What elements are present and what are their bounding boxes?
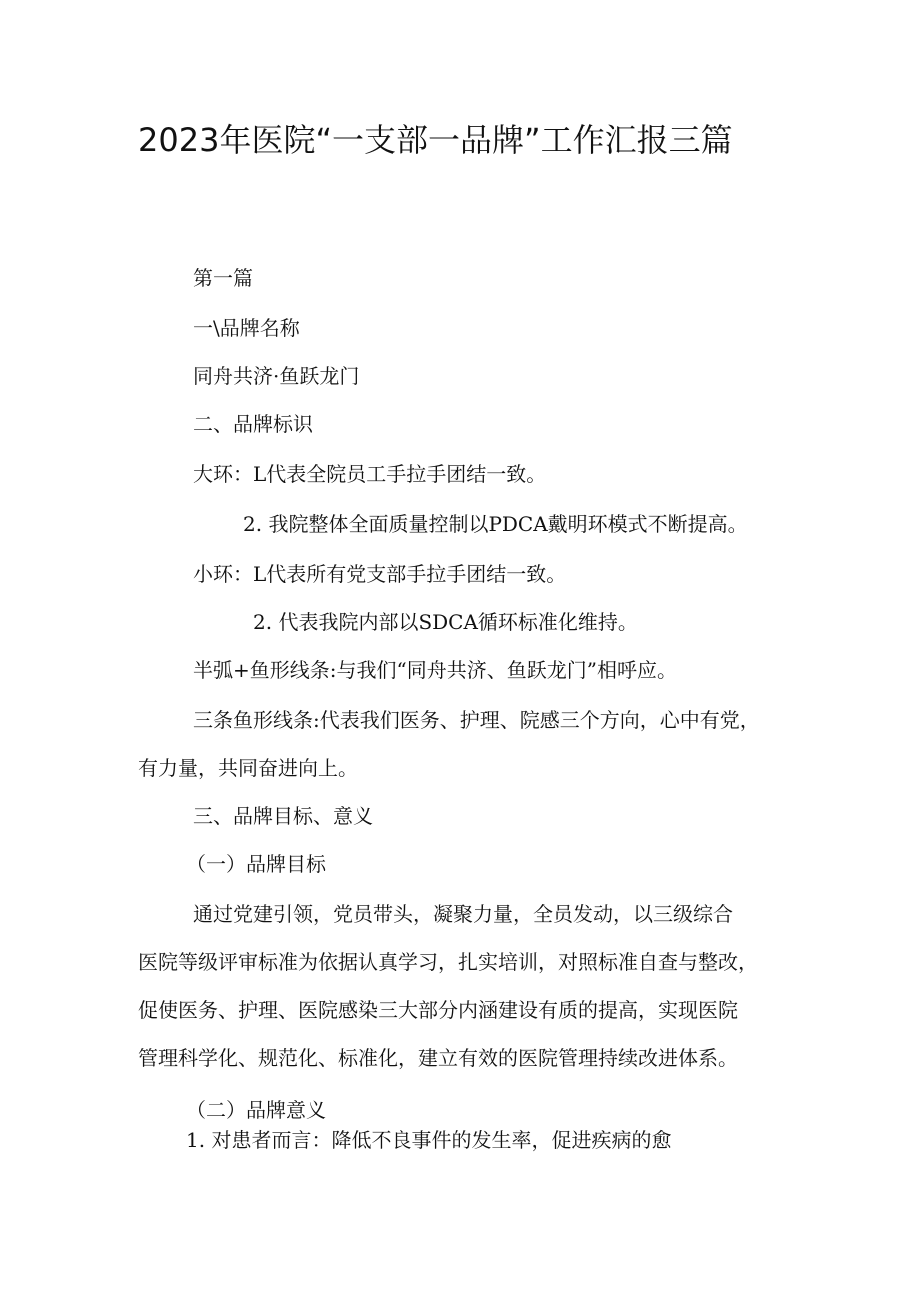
brand-name-text: 同舟共济·鱼跃龙门 <box>193 364 360 388</box>
fish-line-text-2: 有力量，共同奋进向上。 <box>138 756 358 780</box>
meaning-point-1: 1. 对患者而言：降低不良事件的发生率，促进疾病的愈 <box>186 1128 672 1152</box>
subheading-brand-goal: （一）品牌目标 <box>186 852 326 876</box>
goal-paragraph-line-1: 通过党建引领，党员带头，凝聚力量，全员发动，以三级综合 <box>193 902 733 926</box>
goal-paragraph-line-3: 促使医务、护理、医院感染三大部分内涵建设有质的提高，实现医院 <box>138 998 738 1022</box>
arc-line-text: 半弧+鱼形线条:与我们“同舟共济、鱼跃龙门”相呼应。 <box>193 658 677 682</box>
small-ring-point-2: 2. 代表我院内部以SDCA循环标准化维持。 <box>253 610 638 634</box>
heading-brand-name: 一\品牌名称 <box>193 316 300 340</box>
small-ring-point-1: 小环：L代表所有党支部手拉手团结一致。 <box>193 562 567 586</box>
big-ring-point-2: 2. 我院整体全面质量控制以PDCA戴明环模式不断提高。 <box>243 512 748 536</box>
section-label: 第一篇 <box>193 266 253 290</box>
goal-paragraph-line-2: 医院等级评审标准为依据认真学习，扎实培训，对照标准自查与整改， <box>138 950 758 974</box>
subheading-brand-meaning: （二）品牌意义 <box>186 1098 326 1122</box>
fish-line-text-1: 三条鱼形线条:代表我们医务、护理、院感三个方向，心中有党， <box>193 708 760 732</box>
heading-brand-logo: 二、品牌标识 <box>193 412 313 436</box>
goal-paragraph-line-4: 管理科学化、规范化、标准化，建立有效的医院管理持续改进体系。 <box>138 1046 738 1070</box>
heading-brand-goal-meaning: 三、品牌目标、意义 <box>193 804 373 828</box>
document-title: 2023年医院“一支部一品牌”工作汇报三篇 <box>138 121 733 159</box>
big-ring-point-1: 大环：L代表全院员工手拉手团结一致。 <box>193 462 547 486</box>
